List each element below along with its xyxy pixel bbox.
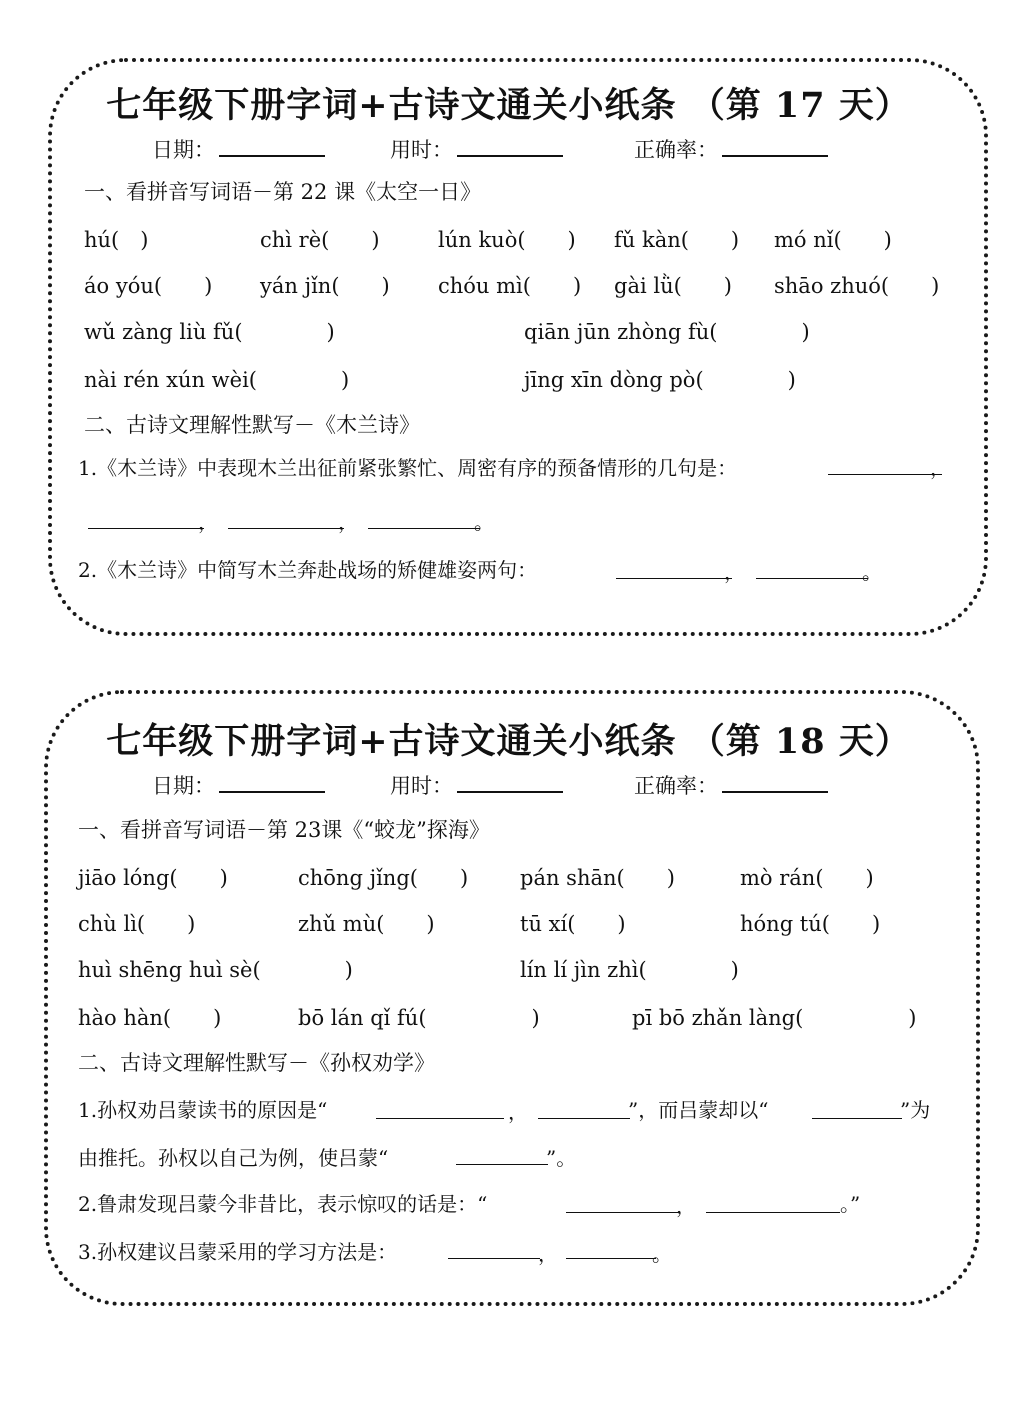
- pinyin-item[interactable]: jīng xīn dòng pò( ): [524, 368, 796, 392]
- pinyin-item[interactable]: chóu mì( ): [438, 274, 582, 298]
- date-label: 日期：: [152, 138, 215, 162]
- question-2-end: 。”: [840, 1192, 861, 1216]
- card-title-day18: 七年级下册字词+古诗文通关小纸条 （第 18 天）: [106, 721, 911, 762]
- answer-blank[interactable]: [88, 528, 204, 529]
- pinyin-item[interactable]: jiāo lóng( ): [78, 866, 228, 890]
- date-field: [152, 770, 325, 800]
- question-3: 3.孙权建议吕蒙采用的学习方法是：: [78, 1240, 398, 1264]
- accuracy-label: 正确率：: [634, 774, 718, 798]
- pinyin-item[interactable]: shāo zhuó( ): [774, 274, 940, 298]
- pinyin-item[interactable]: chōng jǐng( ): [298, 866, 469, 890]
- pinyin-item[interactable]: fǔ kàn( ): [614, 228, 740, 252]
- pinyin-item[interactable]: chì rè( ): [260, 228, 380, 252]
- period: 。: [862, 560, 882, 584]
- comma: ，: [198, 510, 218, 534]
- comma: ，: [724, 560, 744, 584]
- question-1-cont: ”。: [546, 1146, 577, 1170]
- answer-blank[interactable]: [616, 578, 732, 579]
- period: 。: [652, 1242, 672, 1266]
- question-1: 1.《木兰诗》中表现木兰出征前紧张繁忙、周密有序的预备情形的几句是：: [78, 456, 738, 480]
- pinyin-item[interactable]: yán jǐn( ): [260, 274, 390, 298]
- question-2: 2.鲁肃发现吕蒙今非昔比，表示惊叹的话是：“: [78, 1192, 488, 1216]
- date-field: [152, 134, 325, 164]
- section-heading-pinyin: 一、看拼音写词语－第 23课《“蛟龙”探海》: [78, 818, 490, 842]
- pinyin-item[interactable]: zhǔ mù( ): [298, 912, 435, 936]
- question-1-cont: 由推托。孙权以自己为例，使吕蒙“: [78, 1146, 389, 1170]
- pinyin-item[interactable]: mò rán( ): [740, 866, 874, 890]
- question-2: 2.《木兰诗》中简写木兰奔赴战场的矫健雄姿两句：: [78, 558, 538, 582]
- date-label: 日期：: [152, 774, 215, 798]
- time-field: [390, 770, 563, 800]
- pinyin-item[interactable]: tū xí( ): [520, 912, 626, 936]
- comma: ，: [338, 510, 358, 534]
- accuracy-blank[interactable]: [722, 773, 828, 793]
- time-field: [390, 134, 563, 164]
- pinyin-item[interactable]: hú( ): [84, 228, 149, 252]
- answer-blank[interactable]: [376, 1118, 504, 1119]
- pinyin-item[interactable]: bō lán qǐ fú( ): [298, 1006, 540, 1030]
- section-heading-poem: 二、古诗文理解性默写－《木兰诗》: [84, 413, 420, 437]
- pinyin-item[interactable]: wǔ zàng liù fǔ( ): [84, 320, 335, 344]
- time-label: 用时：: [390, 774, 453, 798]
- accuracy-field: [634, 134, 828, 164]
- pinyin-item[interactable]: mó nǐ( ): [774, 228, 892, 252]
- pinyin-item[interactable]: pán shān( ): [520, 866, 675, 890]
- answer-blank[interactable]: [456, 1164, 548, 1165]
- time-blank[interactable]: [457, 137, 563, 157]
- answer-blank[interactable]: [538, 1118, 630, 1119]
- question-1-cont: ”为: [900, 1098, 931, 1122]
- card-title-day17: 七年级下册字词+古诗文通关小纸条 （第 17 天）: [106, 85, 911, 126]
- time-label: 用时：: [390, 138, 453, 162]
- answer-blank[interactable]: [828, 474, 942, 475]
- answer-blank[interactable]: [706, 1212, 840, 1213]
- pinyin-item[interactable]: qiān jūn zhòng fù( ): [524, 320, 810, 344]
- comma: ，: [538, 1242, 558, 1266]
- comma: ，: [930, 456, 950, 480]
- accuracy-blank[interactable]: [722, 137, 828, 157]
- pinyin-item[interactable]: pī bō zhǎn làng( ): [632, 1006, 917, 1030]
- answer-blank[interactable]: [368, 528, 480, 529]
- accuracy-field: [634, 770, 828, 800]
- answer-blank[interactable]: [566, 1212, 678, 1213]
- section-heading-poem: 二、古诗文理解性默写－《孙权劝学》: [78, 1051, 435, 1075]
- answer-blank[interactable]: [812, 1118, 902, 1119]
- pinyin-item[interactable]: hóng tú( ): [740, 912, 881, 936]
- pinyin-item[interactable]: lún kuò( ): [438, 228, 576, 252]
- pinyin-item[interactable]: gài lǜ( ): [614, 274, 732, 298]
- pinyin-item[interactable]: nài rén xún wèi( ): [84, 368, 350, 392]
- answer-blank[interactable]: [566, 1258, 656, 1259]
- comma: ，: [676, 1194, 696, 1218]
- date-blank[interactable]: [219, 773, 325, 793]
- time-blank[interactable]: [457, 773, 563, 793]
- pinyin-item[interactable]: áo yóu( ): [84, 274, 213, 298]
- pinyin-item[interactable]: lín lí jìn zhì( ): [520, 958, 739, 982]
- period: 。: [474, 510, 494, 534]
- answer-blank[interactable]: [228, 528, 344, 529]
- question-1: 1.孙权劝吕蒙读书的原因是“: [78, 1098, 328, 1122]
- comma: ，: [508, 1100, 528, 1124]
- date-blank[interactable]: [219, 137, 325, 157]
- pinyin-item[interactable]: huì shēng huì sè( ): [78, 958, 353, 982]
- answer-blank[interactable]: [448, 1258, 540, 1259]
- answer-blank[interactable]: [756, 578, 868, 579]
- pinyin-item[interactable]: hào hàn( ): [78, 1006, 222, 1030]
- section-heading-pinyin: 一、看拼音写词语－第 22 课《太空一日》: [84, 180, 482, 204]
- question-1-cont: ”，而吕蒙却以“: [628, 1098, 769, 1122]
- accuracy-label: 正确率：: [634, 138, 718, 162]
- pinyin-item[interactable]: chù lì( ): [78, 912, 196, 936]
